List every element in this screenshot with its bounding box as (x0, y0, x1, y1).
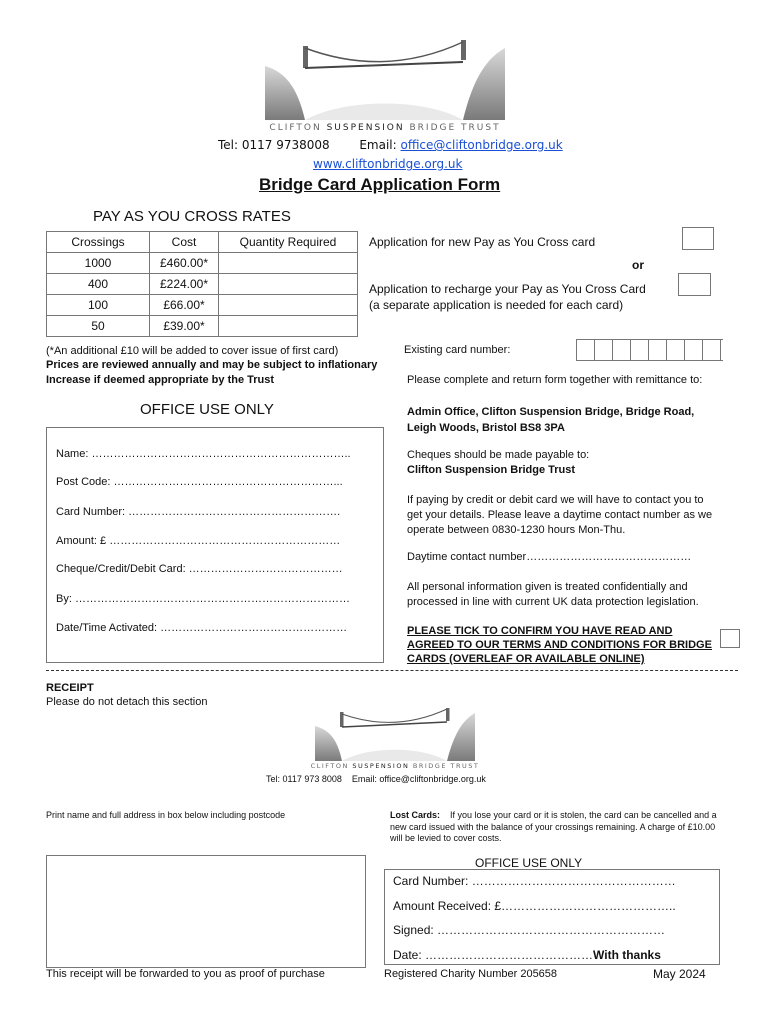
crossings-cell: 100 (47, 295, 150, 316)
return-address: Admin Office, Clifton Suspension Bridge, Bridge Road, Leigh Woods, Bristol BS8 3PA (407, 406, 695, 434)
office-field: Date/Time Activated: …………………………………………… (56, 622, 348, 634)
terms-notice: PLEASE TICK TO CONFIRM YOU HAVE READ AND AGREED TO OUR TERMS AND CONDITIONS FOR BRIDGE CARDS (OVERLEAF OR AVAILABLE ONLINE) (407, 625, 712, 665)
quantity-input-cell[interactable] (219, 316, 358, 337)
digit-cell[interactable] (595, 340, 613, 360)
office-field: Card Number: …………………………………………………. (56, 506, 341, 518)
return-instructions: Please complete and return form together with remittance to: (407, 374, 703, 386)
email-link[interactable]: office@cliftonbridge.org.uk (400, 138, 563, 152)
footer-date: May 2024 (653, 967, 706, 981)
rates-note-bold: Prices are reviewed annually and may be subject to inflationary (46, 359, 378, 371)
receipt-subtitle: Please do not detach this section (46, 696, 208, 708)
office-field: Name: …………………………………………………………….. (56, 448, 351, 460)
cut-line (46, 670, 738, 671)
date-field: Date: …………………………………… (393, 948, 594, 962)
rates-note-bold: Increase if deemed appropriate by the Trust (46, 374, 275, 386)
office-field: Amount: £ ……………………………………………………… (56, 535, 341, 547)
crossings-cell: 400 (47, 274, 150, 295)
charity-number: Registered Charity Number 205658 (384, 968, 558, 980)
table-row (47, 253, 358, 274)
receipt-office-field: Signed: ………………………………………………… (393, 923, 666, 937)
col-cost: Cost (150, 232, 219, 253)
tel-text: Tel: 0117 9738008 (218, 138, 330, 152)
rates-note: (*An additional £10 will be added to cover issue of first card) (46, 345, 339, 357)
receipt-title: RECEIPT (46, 682, 94, 694)
new-card-checkbox[interactable] (682, 227, 714, 250)
receipt-date-field (393, 948, 661, 962)
new-card-label: Application for new Pay as You Cross card (369, 235, 596, 249)
existing-card-number-input[interactable] (576, 339, 723, 361)
or-text: or (632, 258, 644, 272)
org-name-part: BRIDGE TRUST (409, 762, 480, 770)
quantity-input-cell[interactable] (219, 274, 358, 295)
crossings-cell: 1000 (47, 253, 150, 274)
card-payment-info: If paying by credit or debit card we will have to contact you to get your details. Please leave a daytime contact number as we operate between 0830-1230 hours Mon-Thu. (407, 494, 713, 536)
address-box[interactable] (46, 855, 366, 968)
table-row (47, 274, 358, 295)
digit-cell[interactable] (613, 340, 631, 360)
cost-cell: £460.00* (150, 253, 219, 274)
receipt-office-heading: OFFICE USE ONLY (475, 856, 583, 870)
recharge-label: Application to recharge your Pay as You Cross Card (a separate application is needed for each card) (369, 282, 646, 312)
lost-cards-label: Lost Cards: (390, 810, 441, 820)
digit-cell[interactable] (703, 340, 721, 360)
crossings-cell: 50 (47, 316, 150, 337)
rates-heading: PAY AS YOU CROSS RATES (93, 208, 291, 225)
org-name (262, 123, 508, 133)
existing-card-label: Existing card number: (404, 344, 511, 356)
page-title: Bridge Card Application Form (259, 175, 501, 194)
bridge-logo (265, 38, 505, 120)
office-field: Cheque/Credit/Debit Card: …………………………………… (56, 563, 343, 575)
receipt-footer-note: This receipt will be forwarded to you as proof of purchase (46, 968, 325, 980)
org-name-part: CLIFTON (310, 762, 353, 770)
cost-cell: £66.00* (150, 295, 219, 316)
digit-cell[interactable] (685, 340, 703, 360)
office-field: By: ………………………………………………………………… (56, 593, 350, 605)
lost-cards-text: If you lose your card or it is stolen, the card can be cancelled and a new card issued with the balance of your crossings remaining. A charge of £10.00 will be levied to cover costs. (390, 810, 717, 843)
lost-cards-notice (390, 810, 720, 845)
quantity-input-cell[interactable] (219, 295, 358, 316)
office-heading: OFFICE USE ONLY (140, 401, 274, 418)
receipt-office-field: Amount Received: £…………………………………….. (393, 899, 676, 913)
org-name-part: BRIDGE TRUST (404, 123, 501, 133)
privacy-notice: All personal information given is treated confidentially and processed in line with current UK data protection legislation. (407, 581, 699, 608)
org-name-part: CLIFTON (269, 123, 327, 133)
website-link[interactable]: www.cliftonbridge.org.uk (313, 157, 463, 171)
receipt-office-field: Card Number: …………………………………………… (393, 874, 676, 888)
rates-header-row (47, 232, 358, 253)
rates-table (46, 231, 358, 337)
email-label: Email: (359, 138, 401, 152)
col-quantity: Quantity Required (219, 232, 358, 253)
digit-cell[interactable] (649, 340, 667, 360)
receipt-org-name (300, 762, 490, 770)
col-crossings: Crossings (47, 232, 150, 253)
cheques-label: Cheques should be made payable to: (407, 449, 590, 461)
org-name-part: SUSPENSION (352, 762, 410, 770)
cheques-payee: Clifton Suspension Bridge Trust (407, 464, 576, 476)
contact-line (218, 138, 563, 152)
bridge-logo-small (315, 706, 475, 761)
daytime-contact-field[interactable]: Daytime contact number……………………………………… (407, 551, 692, 563)
cost-cell: £224.00* (150, 274, 219, 295)
table-row (47, 316, 358, 337)
receipt-contact: Tel: 0117 973 8008 Email: office@cliftonbridge.org.uk (266, 774, 486, 784)
digit-cell[interactable] (667, 340, 685, 360)
print-address-label: Print name and full address in box below including postcode (46, 810, 286, 820)
terms-checkbox[interactable] (720, 629, 740, 648)
office-field: Post Code: ……………………………………………………... (56, 476, 343, 488)
cost-cell: £39.00* (150, 316, 219, 337)
table-row (47, 295, 358, 316)
with-thanks: With thanks (593, 948, 661, 962)
recharge-checkbox[interactable] (678, 273, 711, 296)
org-name-part: SUSPENSION (326, 123, 405, 133)
quantity-input-cell[interactable] (219, 253, 358, 274)
digit-cell[interactable] (577, 340, 595, 360)
digit-cell[interactable] (631, 340, 649, 360)
